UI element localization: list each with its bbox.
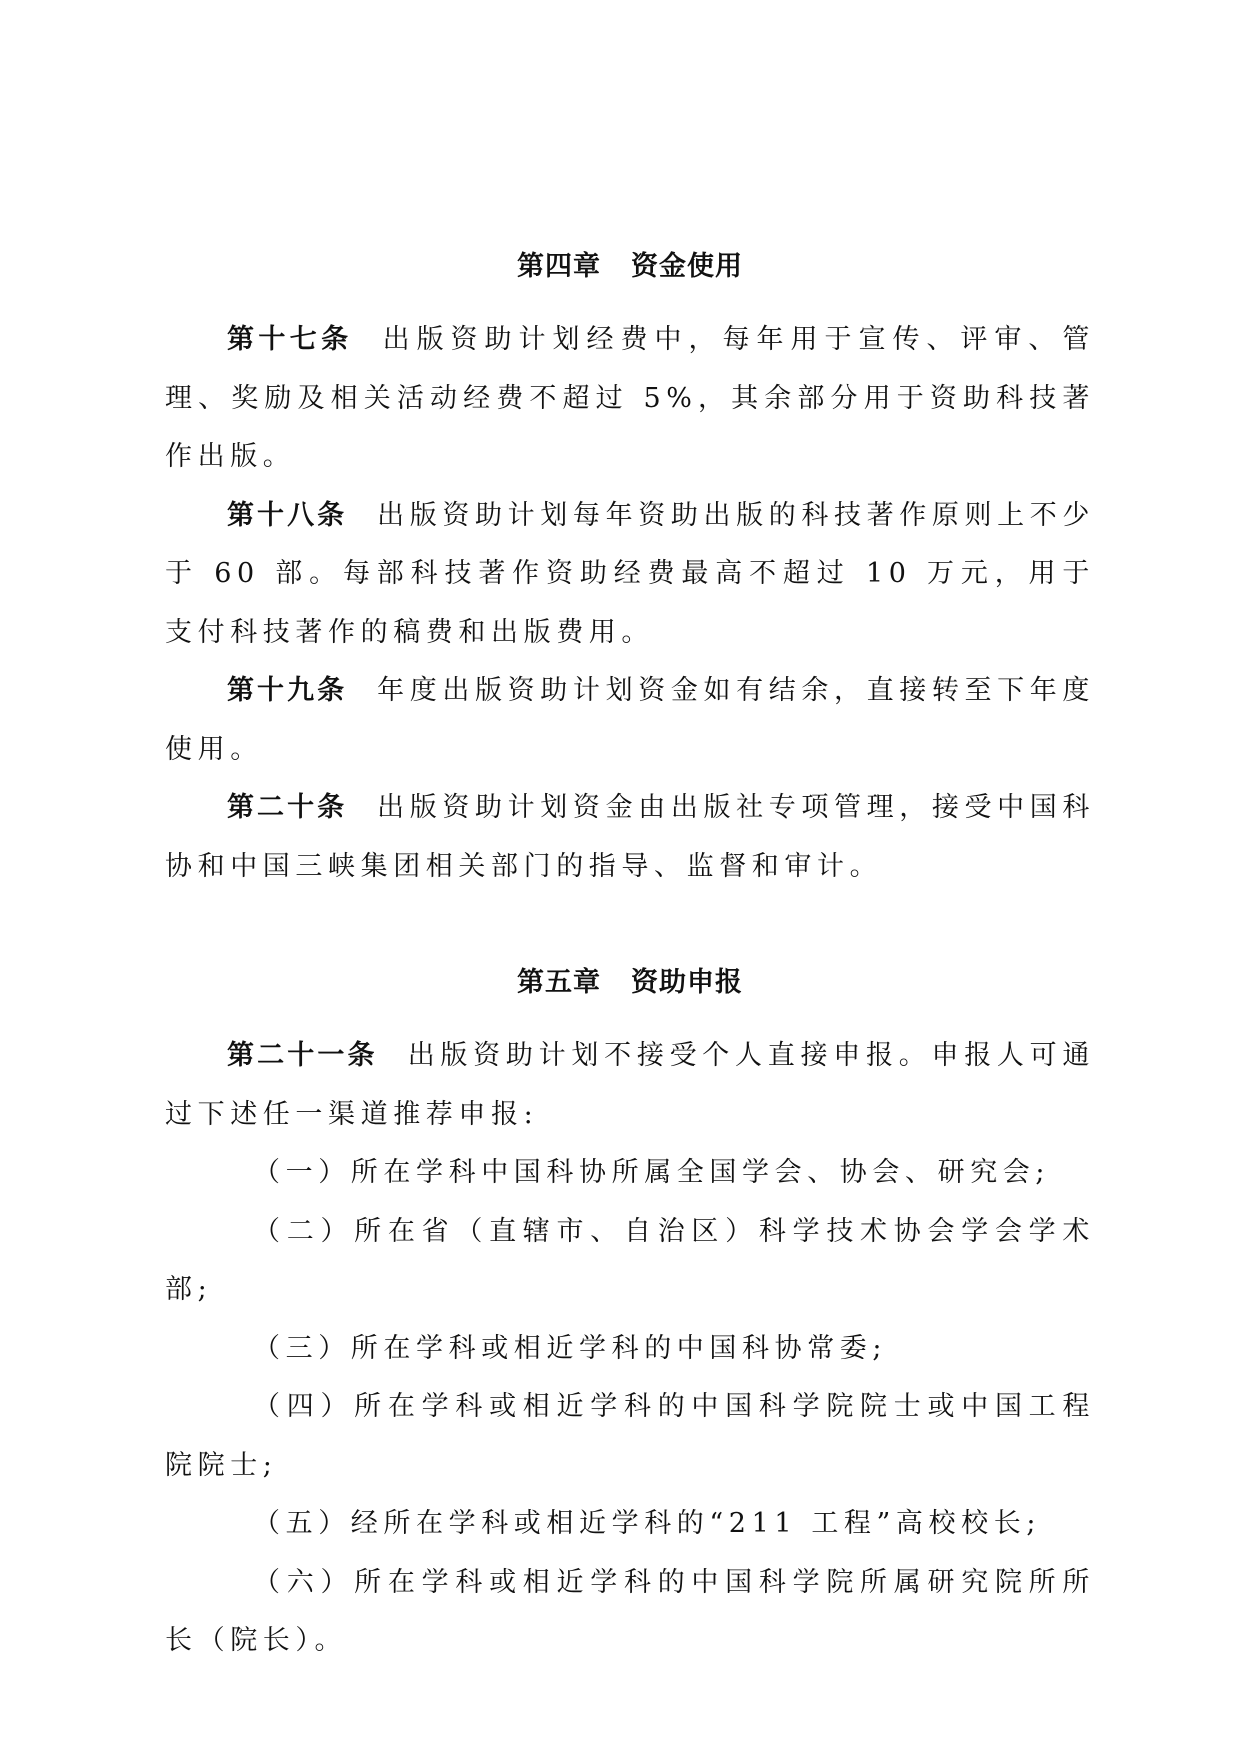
list-item: （一）所在学科中国科协所属全国学会、协会、研究会; xyxy=(253,1157,1051,1188)
list-item: （五）经所在学科或相近学科的“211 工程”高校校长; xyxy=(253,1508,1042,1539)
list-item: （四）所在学科或相近学科的中国科学院院士或中国工程院院士; xyxy=(165,1391,1095,1481)
document-body xyxy=(165,238,1095,1671)
article-21-label: 第二十一条 xyxy=(227,1040,378,1071)
article-17 xyxy=(165,311,1095,487)
article-17-text: 出版资助计划经费中，每年用于宣传、评审、管理、奖励及相关活动经费不超过 5%，其余部分用于资助科技著作出版。 xyxy=(165,324,1096,472)
list-item: （二）所在省（直辖市、自治区）科学技术协会学会学术部; xyxy=(165,1215,1095,1305)
chapter-4-title: 资金使用 xyxy=(631,251,743,282)
article-17-label: 第十七条 xyxy=(227,324,353,355)
list-item: （三）所在学科或相近学科的中国科协常委; xyxy=(253,1332,888,1364)
article-18 xyxy=(165,487,1095,663)
article-19 xyxy=(165,662,1095,779)
article-19-label: 第十九条 xyxy=(227,675,348,706)
article-18-label: 第十八条 xyxy=(227,499,348,531)
article-20-label: 第二十条 xyxy=(227,792,348,823)
article-20-text: 出版资助计划资金由出版社专项管理，接受中国科协和中国三峡集团相关部门的指导、监督和审计。 xyxy=(165,792,1096,882)
chapter-5-title: 资助申报 xyxy=(631,967,743,998)
chapter-4-heading xyxy=(165,238,1095,296)
article-21 xyxy=(165,1027,1095,1144)
article-19-text: 年度出版资助计划资金如有结余，直接转至下年度使用。 xyxy=(165,675,1096,765)
article-18-text: 出版资助计划每年资助出版的科技著作原则上不少于 60 部。每部科技著作资助经费最高不超过 10 万元，用于支付科技著作的稿费和出版费用。 xyxy=(165,499,1096,648)
chapter-5-number: 第五章 xyxy=(517,967,601,998)
list-item: （六）所在学科或相近学科的中国科学院所属研究院所所长（院长）。 xyxy=(165,1566,1095,1656)
article-20 xyxy=(165,779,1095,896)
chapter-5-heading xyxy=(165,954,1095,1012)
article-21-text: 出版资助计划不接受个人直接申报。申报人可通过下述任一渠道推荐申报: xyxy=(165,1040,1095,1130)
chapter-4-number: 第四章 xyxy=(517,251,601,282)
